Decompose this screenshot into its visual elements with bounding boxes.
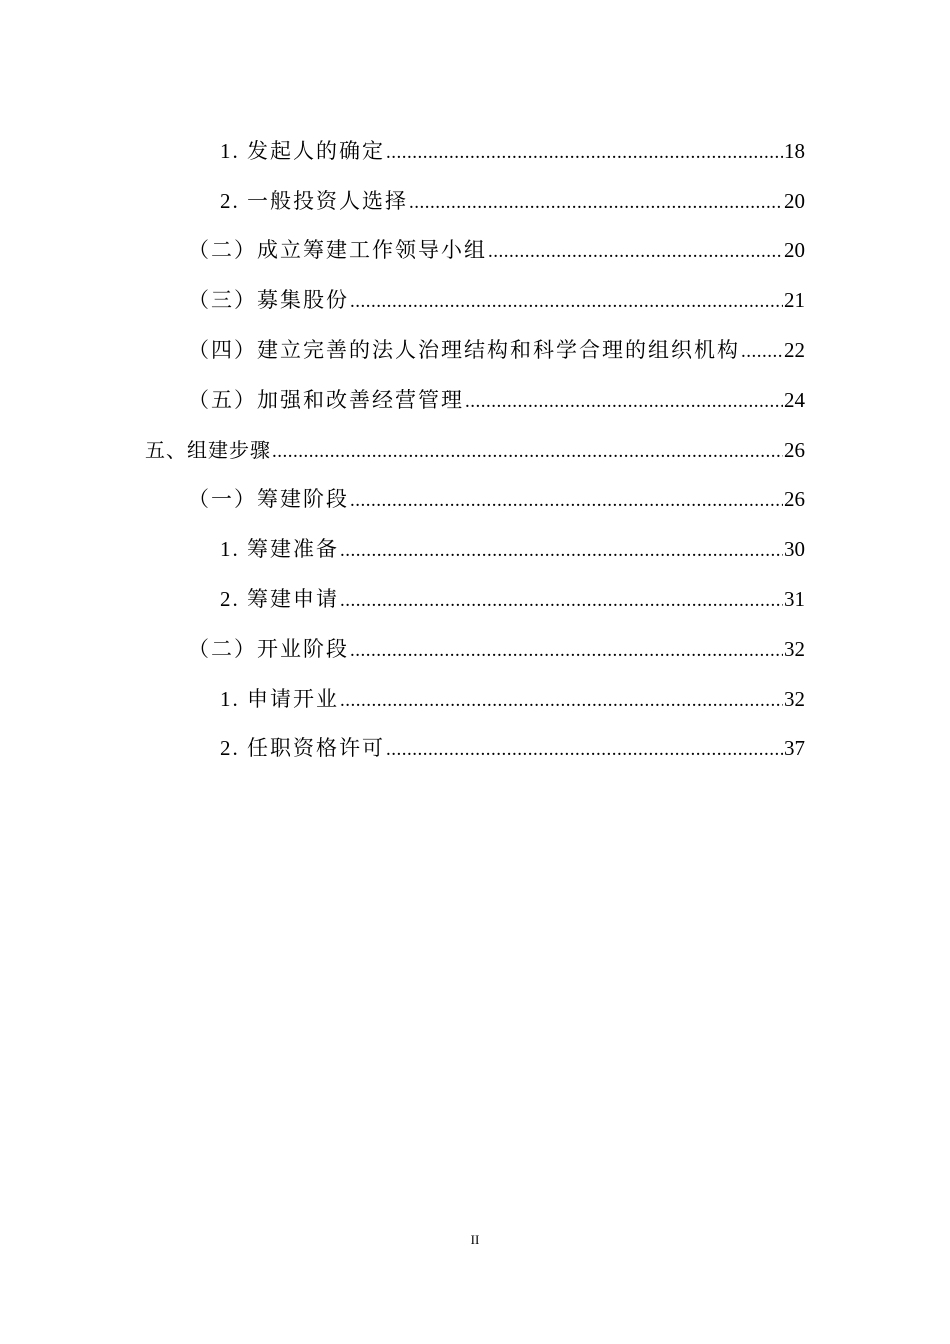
toc-dot-leader: [340, 538, 783, 564]
toc-entry-title: （四）建立完善的法人治理结构和科学合理的组织机构: [188, 338, 740, 362]
toc-entry[interactable]: [220, 586, 805, 614]
page-number: II: [470, 1232, 480, 1247]
toc-entry-title: 五、组建步骤: [145, 438, 271, 462]
toc-entry[interactable]: [220, 188, 805, 216]
toc-entry-title: 1. 筹建准备: [220, 537, 339, 561]
toc-entry-title: 2. 任职资格许可: [220, 736, 385, 760]
toc-entry-page: 20: [784, 238, 805, 262]
toc-entry-page: 20: [784, 189, 805, 213]
toc-entry-title: 2. 一般投资人选择: [220, 189, 408, 213]
toc-entry-page: 22: [784, 338, 805, 362]
toc-entry-page: 32: [784, 687, 805, 711]
toc-entry-page: 26: [784, 487, 805, 511]
toc-entry-title: （五）加强和改善经营管理: [188, 388, 464, 412]
toc-dot-leader: [386, 737, 783, 763]
toc-entry-page: 30: [784, 537, 805, 561]
toc-entry-title: 1. 发起人的确定: [220, 139, 385, 163]
toc-entry-title: 2. 筹建申请: [220, 587, 339, 611]
toc-entry-title: （一）筹建阶段: [188, 487, 349, 511]
toc-dot-leader: [340, 688, 783, 714]
toc-entry-page: 26: [784, 438, 805, 462]
toc-dot-leader: [350, 488, 783, 514]
toc-entry-title: 1. 申请开业: [220, 687, 339, 711]
toc-dot-leader: [465, 389, 783, 415]
toc-entry[interactable]: [188, 486, 805, 514]
toc-entry-page: 24: [784, 388, 805, 412]
toc-entry-page: 32: [784, 637, 805, 661]
toc-entry[interactable]: [188, 387, 805, 415]
toc-entry-page: 18: [784, 139, 805, 163]
toc-entry[interactable]: [188, 287, 805, 315]
toc-dot-leader: [340, 588, 783, 614]
toc-entry[interactable]: [145, 437, 805, 465]
toc-entry-page: 31: [784, 587, 805, 611]
toc-dot-leader: [488, 239, 783, 265]
toc-entry[interactable]: [220, 138, 805, 166]
toc-entry[interactable]: [220, 536, 805, 564]
toc-entry[interactable]: [188, 237, 805, 265]
toc-entry-title: （二）开业阶段: [188, 637, 349, 661]
toc-dot-leader: [409, 190, 783, 216]
toc-dot-leader: [350, 289, 783, 315]
toc-entry-title: （三）募集股份: [188, 288, 349, 312]
toc-entry-page: 21: [784, 288, 805, 312]
toc-dot-leader: [741, 339, 783, 365]
toc-dot-leader: [272, 439, 783, 465]
toc-entry[interactable]: [220, 686, 805, 714]
toc-entry-page: 37: [784, 736, 805, 760]
toc-dot-leader: [350, 638, 783, 664]
toc-entry[interactable]: [220, 735, 805, 763]
toc-dot-leader: [386, 140, 783, 166]
toc-entry[interactable]: [188, 337, 805, 365]
toc-entry[interactable]: [188, 636, 805, 664]
toc-entry-title: （二）成立筹建工作领导小组: [188, 238, 487, 262]
